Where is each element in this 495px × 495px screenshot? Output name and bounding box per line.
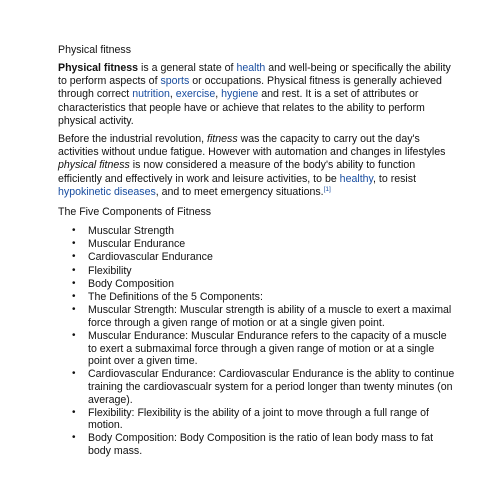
bullet-icon: • (72, 277, 76, 289)
list-item: • Flexibility: Flexibility is the ability of a joint to move through a full range of motion. (72, 406, 429, 432)
list-item: • Cardiovascular Endurance (72, 251, 213, 264)
citation-link[interactable]: [1] (323, 185, 331, 193)
bullet-icon: • (72, 368, 76, 380)
list-item: • Body Composition (72, 277, 174, 290)
bullet-icon: • (72, 264, 76, 276)
link-healthy[interactable]: healthy (339, 172, 374, 185)
bullet-icon: • (72, 238, 76, 250)
list-item: • Muscular Strength (72, 225, 174, 238)
bullet-icon: • (72, 225, 76, 237)
document-title: Physical fitness (58, 44, 132, 56)
link-hygiene[interactable]: hygiene (221, 88, 259, 101)
bullet-icon: • (72, 329, 76, 341)
list-item: • The Definitions of the 5 Components: (72, 290, 263, 303)
em-fitness: fitness (207, 133, 238, 146)
list-item: • Flexibility (72, 264, 132, 277)
link-sports[interactable]: sports (160, 75, 190, 88)
intro-paragraph: Physical fitness is a general state of health and well-being or specifically the ability to perform aspects of sports or occupations. Physical fitness is generally achieved through correct nutrition, exercise, hygiene and rest. It is a set of attributes or characteristics that people have or achieve that relates to the ability to perform physical activity. (58, 62, 451, 127)
components-list (58, 225, 457, 458)
list-item: • Body Composition: Body Composition is the ratio of lean body mass to fat body mass. (72, 432, 434, 458)
bullet-icon: • (72, 406, 76, 418)
bullet-icon: • (72, 432, 76, 444)
list-item: • Muscular Endurance: Muscular Endurance refers to the capacity of a muscle to exert a submaximal force through a given range of motion or at a single point over a given time. (72, 329, 447, 368)
list-item: • Muscular Strength: Muscular strength is ability of a muscle to exert a maximal force through a given range of motion or at a single given point. (72, 304, 452, 329)
link-health[interactable]: health (236, 62, 266, 74)
components-heading: The Five Components of Fitness (58, 206, 212, 219)
link-hypokinetic-diseases[interactable]: hypokinetic diseases (58, 185, 156, 198)
bullet-icon: • (72, 290, 76, 302)
list-item: • Muscular Endurance (72, 238, 186, 251)
link-nutrition[interactable]: nutrition (132, 88, 170, 101)
list-item: • Cardiovascular Endurance: Cardiovascular Endurance is the ablity to continue training the cardiovascualr system for a period longer than twenty minutes (on average). (72, 368, 455, 406)
bullet-icon: • (72, 251, 76, 263)
history-paragraph: Before the industrial revolution, fitness was the capacity to carry out the day's activities without undue fatigue. However with automation and changes in lifestyles physical fitness is now considered a measure of the body's ability to function efficiently and effectively in work and leisure activities, to be healthy, to resist hypokinetic diseases, and to meet emergency situations.[1] (58, 133, 446, 198)
bullet-icon: • (72, 304, 76, 316)
link-exercise[interactable]: exercise (175, 88, 216, 101)
em-physical-fitness: physical fitness (58, 159, 130, 172)
term-bold: Physical fitness (58, 62, 139, 74)
